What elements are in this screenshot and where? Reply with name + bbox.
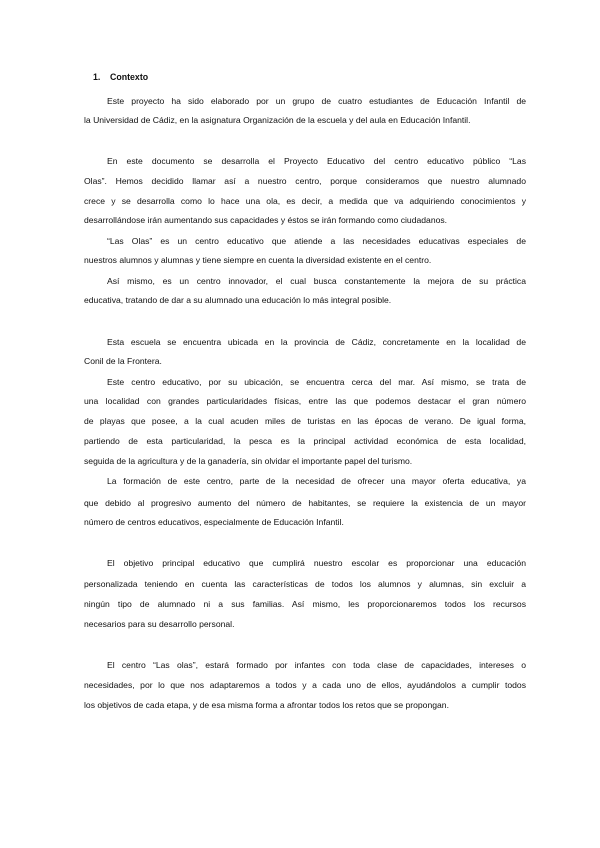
paragraph-line: ningún tipo de alumnado ni a sus familias. Así mismo, les proporcionaremos todos los recursos [84,599,526,609]
paragraph-line: de playas que posee, a la cual acuden miles de turistas en las épocas de verano. De igual forma, [84,416,526,426]
paragraph-line: educativa, tratando de dar a su alumnado una educación lo más integral posible. [84,295,392,305]
paragraph-line: la Universidad de Cádiz, en la asignatura Organización de la escuela y del aula en Educación Infantil. [84,115,471,125]
paragraph-line: una localidad con grandes particularidades físicas, entre las que podemos destacar el gran número [84,396,526,406]
paragraph-line: Esta escuela se encuentra ubicada en la provincia de Cádiz, concretamente en la localidad de [107,337,526,347]
paragraph-line: personalizada teniendo en cuenta las características de todos los alumnos y alumnas, sin excluir a [84,579,526,589]
paragraph-line: necesidades, por lo que nos adaptaremos a todos y a cada uno de ellos, ayudándolos a cumplir todos [84,680,526,690]
paragraph-line: “Las Olas” es un centro educativo que atiende a las necesidades educativas especiales de [107,236,526,246]
section-title: Contexto [110,72,149,82]
paragraph-line: los objetivos de cada etapa, y de esa misma forma a afrontar todos los retos que se propongan. [84,700,449,710]
paragraph-line: nuestros alumnos y alumnas y tiene siempre en cuenta la diversidad existente en el centro. [84,255,432,265]
paragraph-line: que debido al progresivo aumento del número de habitantes, se requiere la existencia de un mayor [84,498,526,508]
paragraph-line: crece y se desarrolla como lo hace una ola, es decir, a medida que va adquiriendo conocimientos y [84,196,526,206]
paragraph-line: número de centros educativos, especialmente de Educación Infantil. [84,517,344,527]
paragraph-line: Este proyecto ha sido elaborado por un grupo de cuatro estudiantes de Educación Infantil de [107,96,526,106]
paragraph-line: desarrollándose irán aumentando sus capacidades y éstos se irán formando como ciudadanos. [84,215,448,225]
paragraph-line: necesarios para su desarrollo personal. [84,619,235,629]
section-heading [93,72,148,82]
paragraph-line: Este centro educativo, por su ubicación, se encuentra cerca del mar. Así mismo, se trata de [107,377,526,387]
paragraph-line: En este documento se desarrolla el Proyecto Educativo del centro educativo público “Las [107,156,526,166]
paragraph-line: seguida de la agricultura y de la ganadería, sin olvidar el importante papel del turismo. [84,456,413,466]
paragraph-line: El centro “Las olas”, estará formado por infantes con toda clase de capacidades, intereses o [107,660,526,670]
paragraph-line: partiendo de esta particularidad, la pesca es la principal actividad económica de esta localidad, [84,436,526,446]
paragraph-line: Conil de la Frontera. [84,356,162,366]
paragraph-line: Olas”. Hemos decidido llamar así a nuestro centro, porque consideramos que nuestro alumnado [84,176,526,186]
section-number: 1. [93,72,101,82]
paragraph-line: Así mismo, es un centro innovador, el cual busca constantemente la mejora de su práctica [107,276,526,286]
paragraph-line: La formación de este centro, parte de la necesidad de ofrecer una mayor oferta educativa, ya [107,476,526,486]
paragraph-line: El objetivo principal educativo que cumplirá nuestro escolar es proporcionar una educación [107,558,526,568]
